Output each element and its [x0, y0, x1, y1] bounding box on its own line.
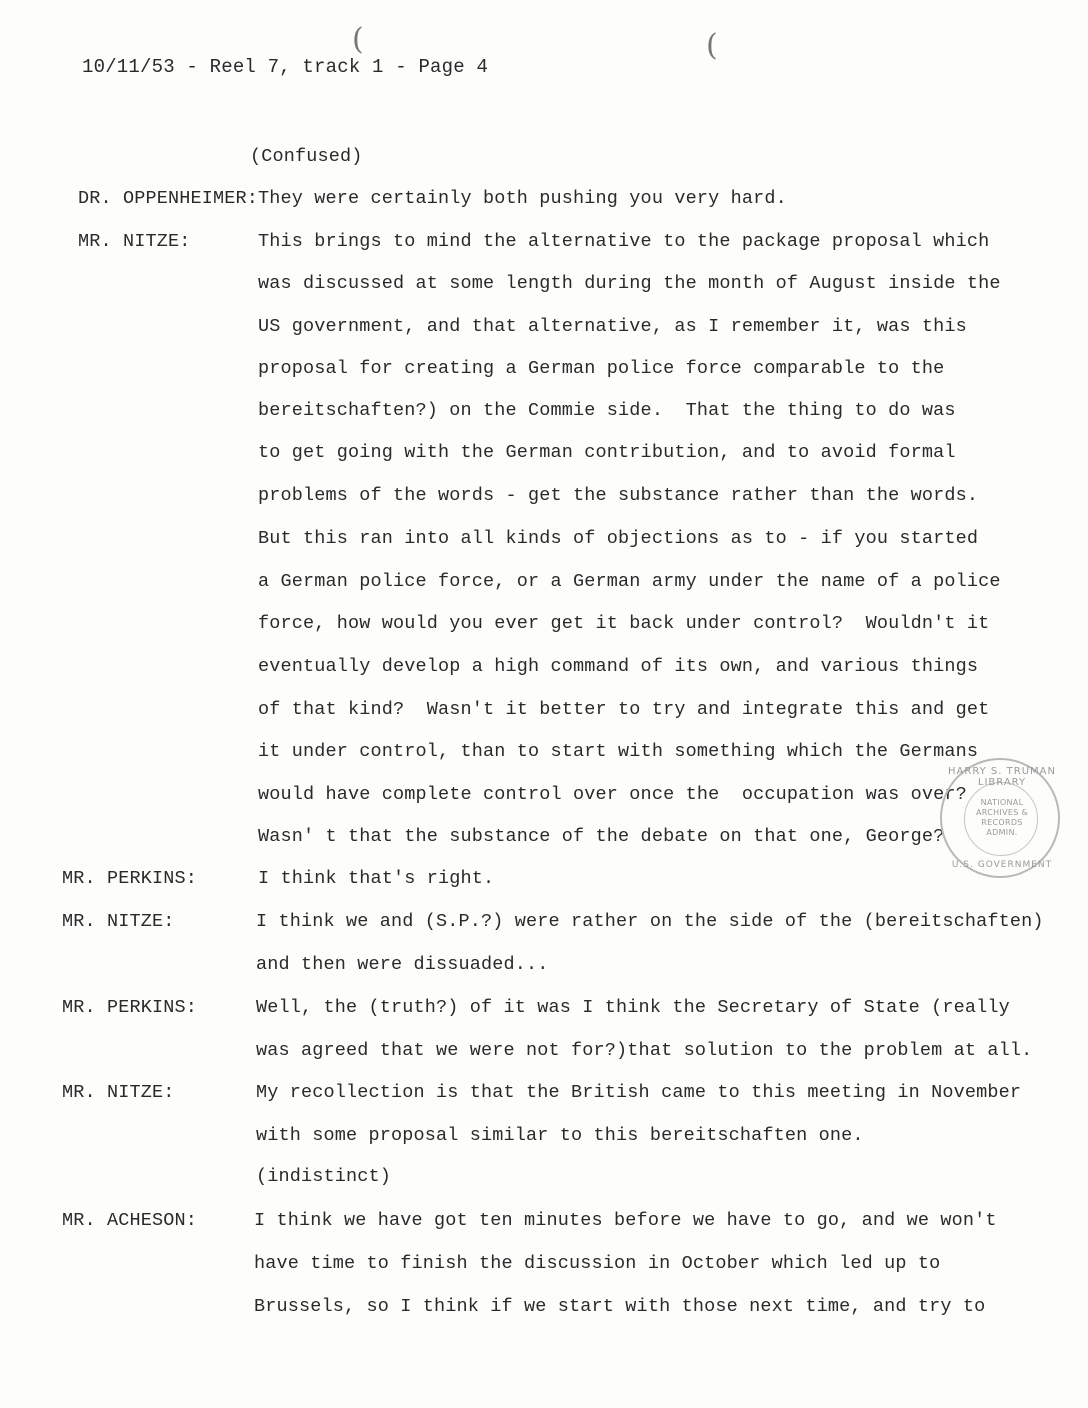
- stamp-top-text: HARRY S. TRUMAN LIBRARY: [948, 766, 1056, 788]
- transcript-line: They were certainly both pushing you very hard.: [258, 188, 787, 209]
- transcript-line: But this ran into all kinds of objections as to - if you started: [258, 528, 979, 549]
- transcript-line: have time to finish the discussion in October which led up to: [254, 1253, 941, 1274]
- stamp-center-text: [942, 798, 1062, 838]
- stamp-line: ADMIN.: [986, 828, 1018, 837]
- transcript-line: I think that's right.: [258, 868, 495, 889]
- transcript-line: with some proposal similar to this bereitschaften one.: [256, 1125, 864, 1146]
- page-header: 10/11/53 - Reel 7, track 1 - Page 4: [82, 56, 489, 78]
- transcript-line: proposal for creating a German police force comparable to the: [258, 358, 945, 379]
- transcript-line: force, how would you ever get it back under control? Wouldn't it: [258, 613, 990, 634]
- margin-mark: (: [706, 28, 718, 63]
- speaker-label: DR. OPPENHEIMER:: [78, 188, 259, 209]
- transcript-line: was discussed at some length during the month of August inside the: [258, 273, 1001, 294]
- transcript-line: I think we have got ten minutes before we have to go, and we won't: [254, 1210, 997, 1231]
- transcript-line: it under control, than to start with something which the Germans: [258, 741, 979, 762]
- stamp-line: RECORDS: [981, 818, 1023, 827]
- margin-mark: (: [352, 22, 364, 57]
- speaker-label: MR. NITZE:: [78, 231, 191, 252]
- transcript-line: eventually develop a high command of its own, and various things: [258, 656, 979, 677]
- transcript-line: a German police force, or a German army under the name of a police: [258, 571, 1001, 592]
- speaker-label: MR. NITZE:: [62, 1082, 175, 1103]
- stamp-line: ARCHIVES &: [976, 808, 1028, 817]
- transcript-line: was agreed that we were not for?)that solution to the problem at all.: [256, 1040, 1033, 1061]
- transcript-line: of that kind? Wasn't it better to try and integrate this and get: [258, 699, 990, 720]
- transcript-line: would have complete control over once the occupation was over?: [258, 784, 967, 805]
- transcript-line: and then were dissuaded...: [256, 954, 549, 975]
- transcript-line: This brings to mind the alternative to the package proposal which: [258, 231, 990, 252]
- transcript-line: Wasn' t that the substance of the debate on that one, George?: [258, 826, 945, 847]
- speaker-label: MR. NITZE:: [62, 911, 175, 932]
- archive-stamp: [940, 758, 1060, 878]
- transcript-line: Brussels, so I think if we start with those next time, and try to: [254, 1296, 986, 1317]
- stamp-line: NATIONAL: [980, 798, 1024, 807]
- transcript-line: Well, the (truth?) of it was I think the Secretary of State (really: [256, 997, 1010, 1018]
- transcript-line: problems of the words - get the substance rather than the words.: [258, 485, 979, 506]
- stamp-bottom-text: U.S. GOVERNMENT: [951, 860, 1053, 870]
- transcript-line: (indistinct): [256, 1166, 392, 1187]
- transcript-line: bereitschaften?) on the Commie side. That the thing to do was: [258, 400, 956, 421]
- speaker-label: MR. ACHESON:: [62, 1210, 198, 1231]
- speaker-label: MR. PERKINS:: [62, 868, 198, 889]
- transcript-line: I think we and (S.P.?) were rather on the side of the (bereitschaften): [256, 911, 1044, 932]
- transcript-line: to get going with the German contribution, and to avoid formal: [258, 442, 956, 463]
- transcript-line: My recollection is that the British came to this meeting in November: [256, 1082, 1022, 1103]
- transcript-line: US government, and that alternative, as I remember it, was this: [258, 316, 967, 337]
- speaker-label: MR. PERKINS:: [62, 997, 198, 1018]
- transcript-line: (Confused): [250, 146, 363, 167]
